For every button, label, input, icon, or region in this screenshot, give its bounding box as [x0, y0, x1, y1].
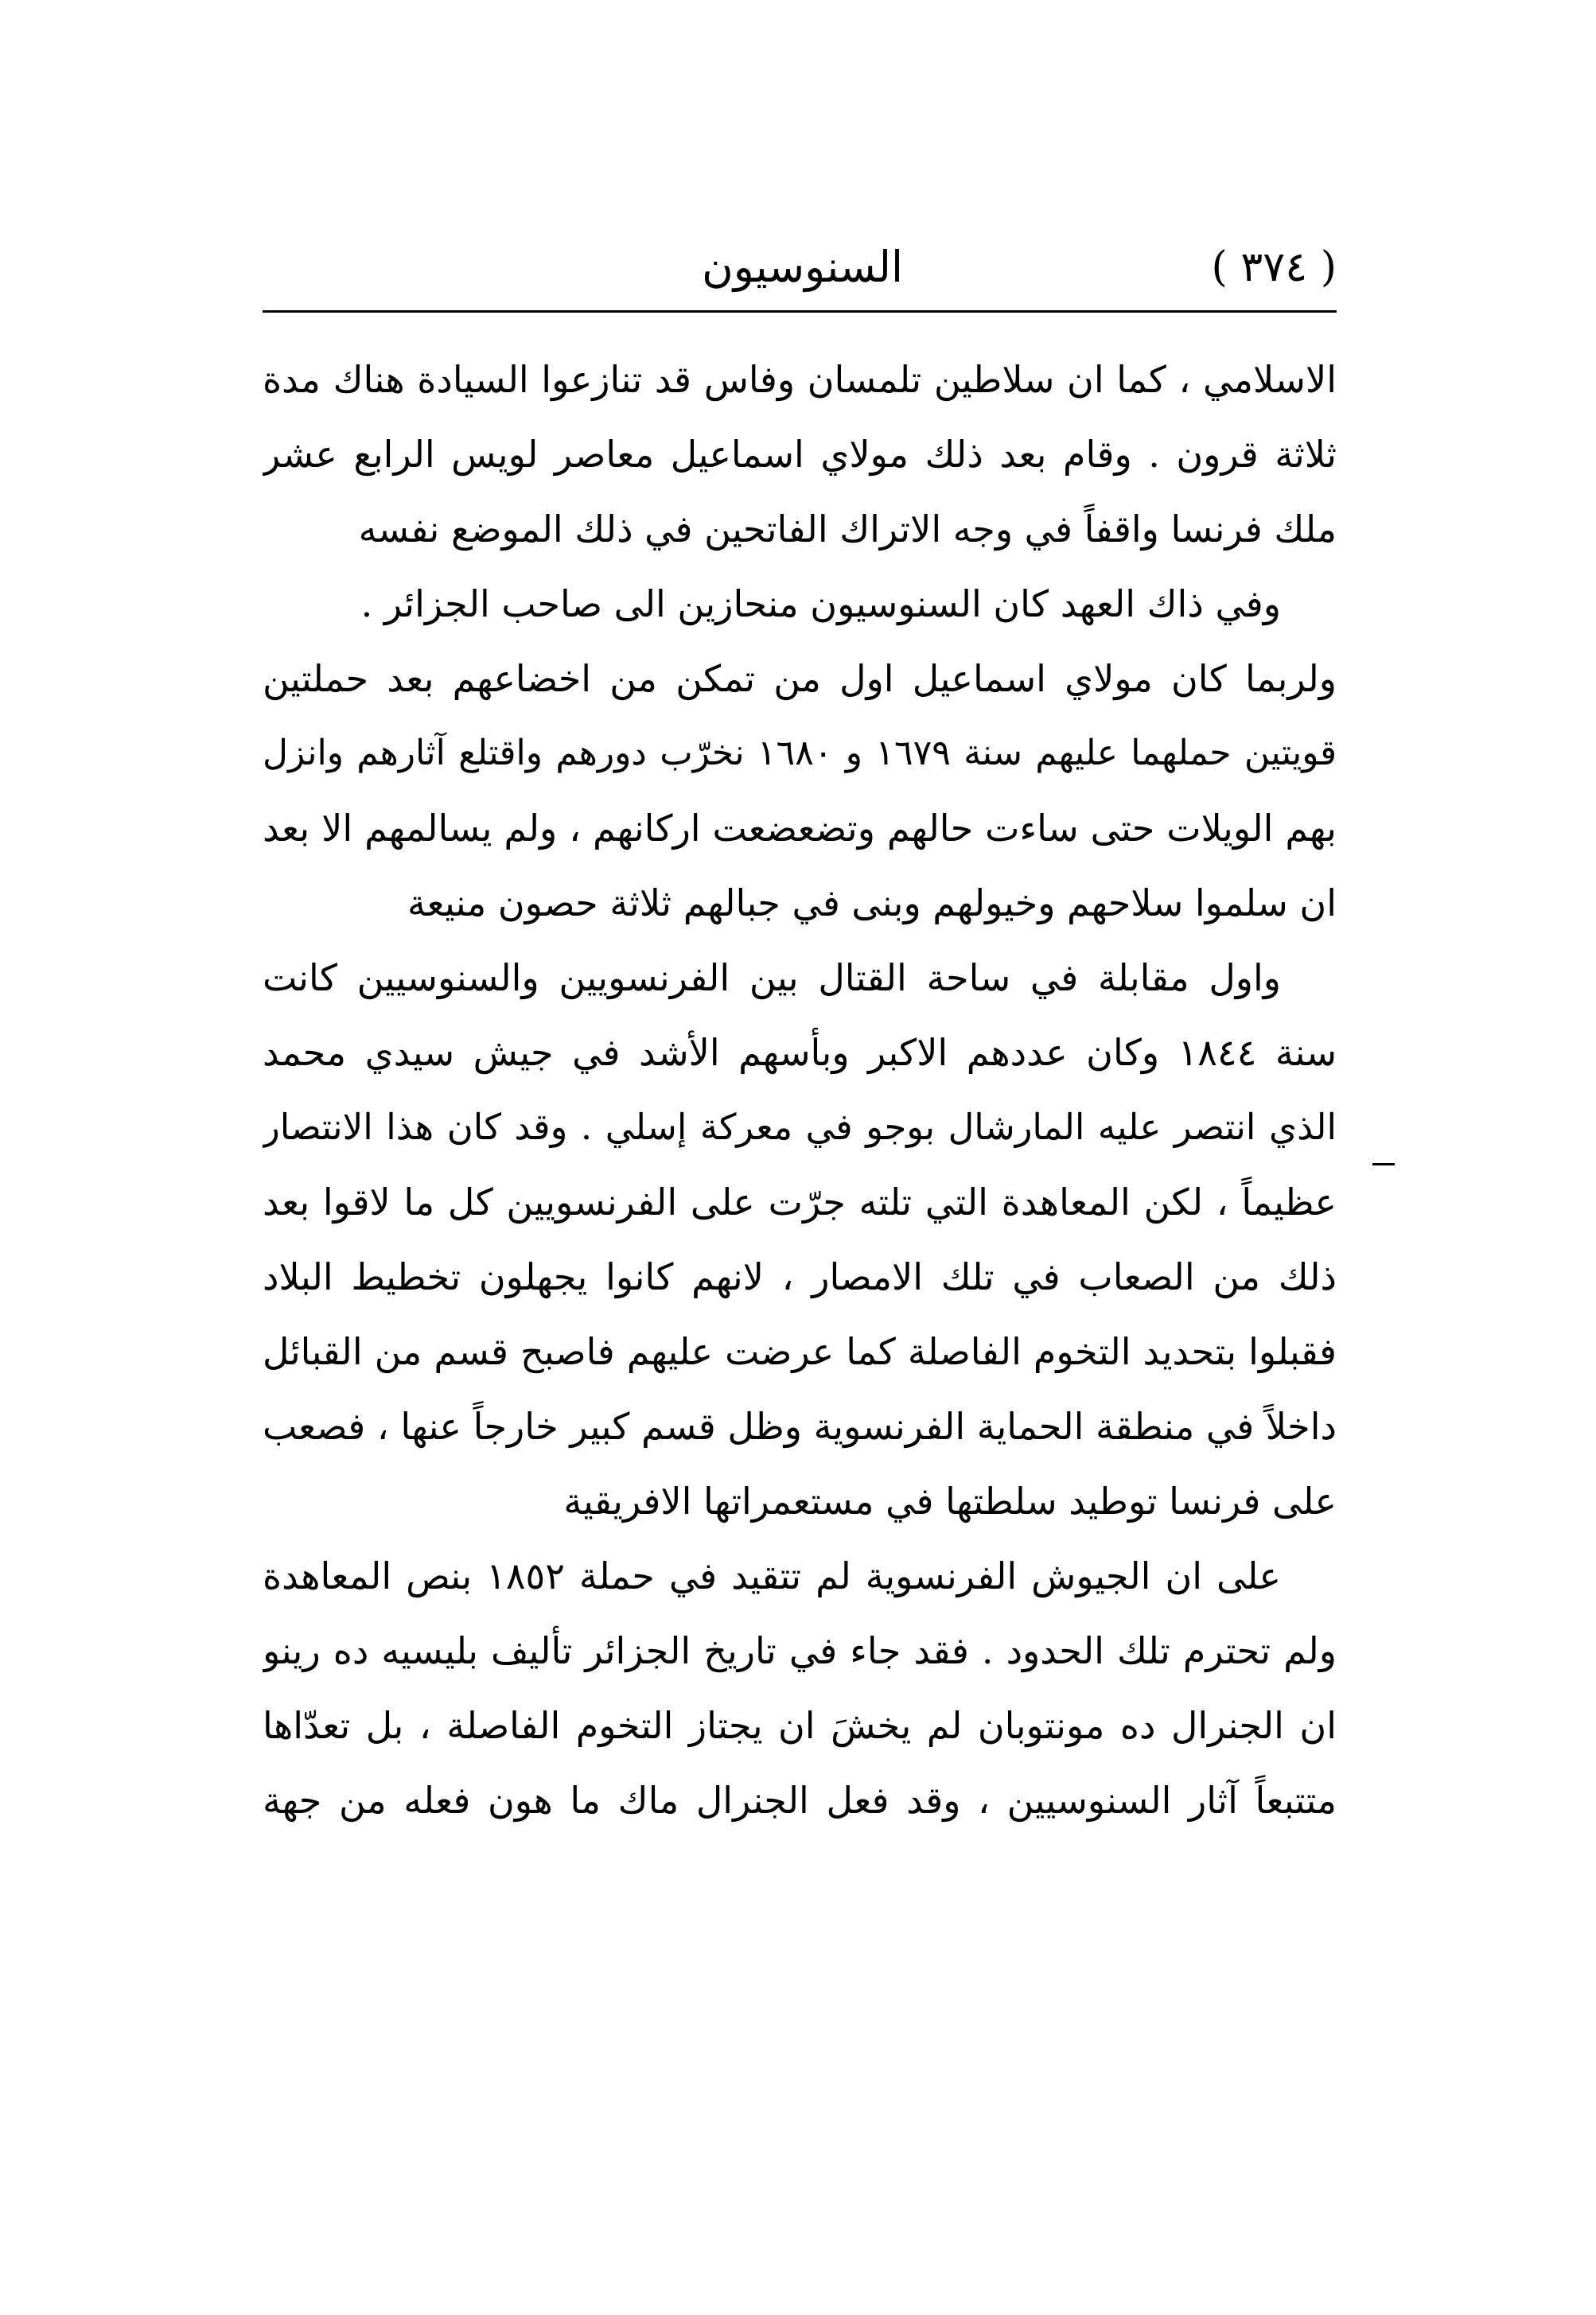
text-line: داخلاً في منطقة الحماية الفرنسوية وظل قسم كبير خارجاً عنها ، فصعب [263, 1405, 1337, 1448]
text-line: على فرنسا توطيد سلطتها في مستعمراتها الافريقية [563, 1480, 1337, 1523]
paragraph-first-line: وفي ذاك العهد كان السنوسيون منحازين الى صاحب الجزائر . [360, 582, 1281, 625]
text-line: ان الجنرال ده مونتوبان لم يخشَ ان يجتاز التخوم الفاصلة ، بل تعدّاها [263, 1704, 1337, 1747]
header-rule [263, 310, 1337, 313]
text-line: فقبلوا بتحديد التخوم الفاصلة كما عرضت عليهم فاصبح قسم من القبائل [263, 1330, 1337, 1373]
text-line: ولم تحترم تلك الحدود . فقد جاء في تاريخ الجزائر تأليف بليسيه ده رينو [263, 1629, 1337, 1672]
text-line: الاسلامي ، كما ان سلاطين تلمسان وفاس قد تنازعوا السيادة هناك مدة [263, 358, 1337, 401]
paragraph-first-line: واول مقابلة في ساحة القتال بين الفرنسويين والسنوسيين كانت [263, 956, 1281, 999]
text-line: متتبعاً آثار السنوسيين ، وقد فعل الجنرال ماك ما هون فعله من جهة [263, 1779, 1337, 1822]
text-line: ثلاثة قرون . وقام بعد ذلك مولاي اسماعيل معاصر لويس الرابع عشر [263, 433, 1337, 476]
text-line: ملك فرنسا واقفاً في وجه الاتراك الفاتحين في ذلك الموضع نفسه [358, 508, 1337, 551]
text-line: عظيماً ، لكن المعاهدة التي تلته جرّت على الفرنسويين كل ما لاقوا بعد [263, 1181, 1337, 1224]
text-line: الذي انتصر عليه المارشال بوجو في معركة إسلي . وقد كان هذا الانتصار [263, 1106, 1337, 1148]
text-line: قويتين حملهما عليهم سنة ١٦٧٩ و ١٦٨٠ نخرّب دورهم واقتلع آثارهم وانزل [263, 733, 1337, 773]
text-line: ذلك من الصعاب في تلك الامصار ، لانهم كانوا يجهلون تخطيط البلاد [263, 1255, 1337, 1298]
page-header [263, 231, 1337, 310]
margin-mark [1372, 1163, 1395, 1165]
page-number: ( ٣٧٤ ) [1211, 243, 1337, 291]
text-line: بهم الويلات حتى ساءت حالهم وتضعضعت اركانهم ، ولم يسالمهم الا بعد [263, 807, 1337, 850]
body-text [263, 342, 1337, 1838]
running-title: السنوسيون [702, 242, 903, 292]
text-line: ان سلموا سلاحهم وخيولهم وبنى في جبالهم ثلاثة حصون منيعة [407, 881, 1337, 924]
text-line: ولربما كان مولاي اسماعيل اول من تمكن من اخضاعهم بعد حملتين [263, 657, 1337, 700]
text-line: سنة ١٨٤٤ وكان عددهم الاكبر وبأسهم الأشد في جيش سيدي محمد [263, 1031, 1337, 1074]
paragraph-first-line: على ان الجيوش الفرنسوية لم تتقيد في حملة ١٨٥٢ بنص المعاهدة [263, 1554, 1282, 1597]
